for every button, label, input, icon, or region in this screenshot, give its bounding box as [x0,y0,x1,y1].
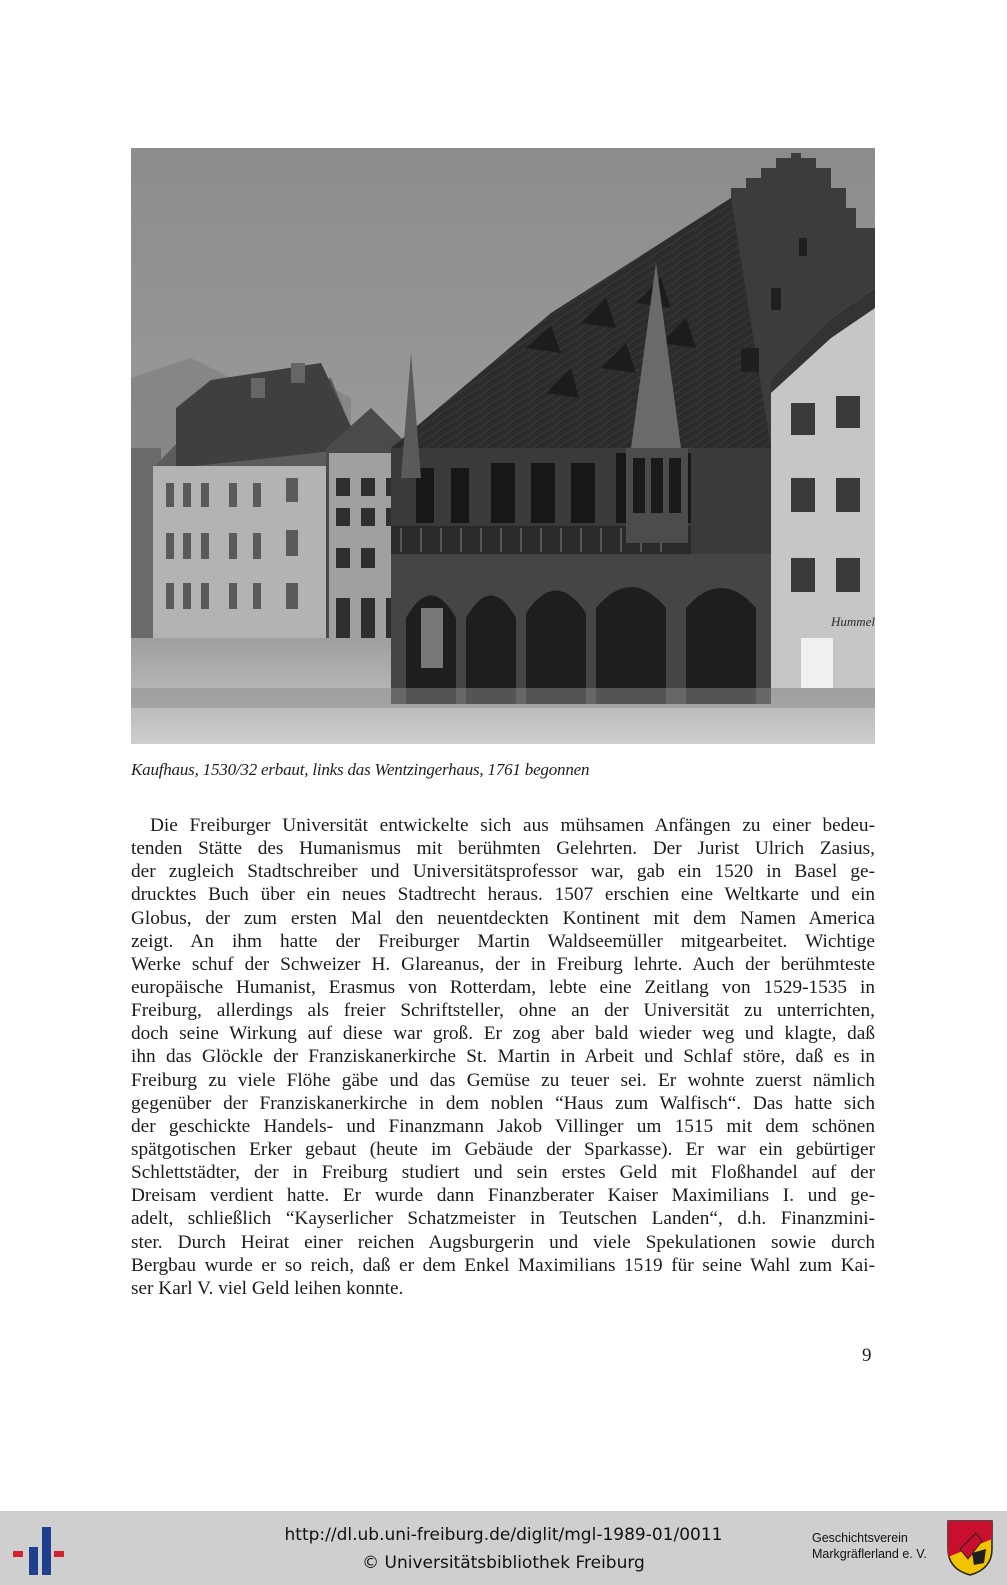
coat-of-arms-icon [946,1519,994,1577]
text-line: der geschickte Handels- und Finanzmann Jakob Villinger um 1515 mit dem schönen [131,1115,875,1137]
page-number: 9 [862,1345,872,1366]
text-line: europäische Humanist, Erasmus von Rotterdam, lebte eine Zeitlang von 1529-1535 in [131,976,875,998]
text-line: Schlettstädter, der in Freiburg studiert und sein erstes Geld mit Floßhandel auf der [131,1162,875,1184]
text-line: ihn das Glöckle der Franziskanerkirche St. Martin in Arbeit und Schlaf störe, daß es in [131,1046,875,1068]
text-line: ser Karl V. viel Geld leihen konnte. [131,1277,404,1299]
body-text [131,814,875,1300]
photo-caption: Kaufhaus, 1530/32 erbaut, links das Wentzingerhaus, 1761 begonnen [131,760,590,779]
kaufhaus-photo-drawing [131,148,875,744]
footer-copyright: © Universitätsbibliothek Freiburg [362,1553,645,1573]
text-line: gegenüber der Franziskanerkirche in dem noblen “Haus zum Walfisch“. Das hatte sich [131,1092,875,1114]
library-footer [0,1511,1007,1585]
society-name [812,1530,927,1562]
text-line: tenden Stätte des Humanismus mit berühmten Gelehrten. Der Jurist Ulrich Zasius, [131,838,875,860]
footer-url-link[interactable]: http://dl.ub.uni-freiburg.de/diglit/mgl-1989-01/0011 [284,1525,723,1545]
text-line: der zugleich Stadtschreiber und Universitätsprofessor war, gab ein 1520 in Basel ge- [131,861,875,883]
text-line: Globus, der zum ersten Mal den neuentdeckten Kontinent mit dem Namen America [131,907,875,929]
kaufhaus-photo [131,148,875,744]
text-line: Bergbau wurde er so reich, daß er dem Enkel Maximilians 1519 für seine Wahl zum Kai- [131,1254,875,1276]
text-line: Freiburg, allerdings als freier Schriftsteller, ohne an der Universität zu unterrichten, [131,1000,875,1022]
text-line: Freiburg zu viele Flöhe gäbe und das Gemüse zu teuer sei. Er wohnte zuerst nämlich [131,1069,875,1091]
text-line: doch seine Wirkung auf diese war groß. Er zog aber bald wieder weg und klagte, daß [131,1023,875,1045]
text-line: zeigt. An ihm hatte der Freiburger Martin Waldseemüller mitgearbeitet. Wichtige [131,930,875,952]
text-line: Die Freiburger Universität entwickelte sich aus mühsamen Anfängen zu einer bedeu- [150,815,875,836]
text-line: Dreisam verdient hatte. Er wurde dann Finanzberater Kaiser Maximilians I. und ge- [131,1185,875,1207]
text-line: drucktes Buch über ein neues Stadtrecht heraus. 1507 erschien eine Weltkarte und ein [131,884,875,906]
shop-sign: Hummel [831,614,875,629]
society-name-line-1: Geschichtsverein [812,1531,908,1545]
text-line: adelt, schließlich “Kayserlicher Schatzmeister in Teutschen Landen“, d.h. Finanzmini- [131,1208,875,1230]
society-name-line-2: Markgräflerland e. V. [812,1547,927,1561]
text-line: Werke schuf der Schweizer H. Glareanus, der in Freiburg lehrte. Auch der berühmteste [131,953,875,975]
text-line: ster. Durch Heirat einer reichen Augsburgerin und viele Spekulationen sowie durch [131,1231,875,1253]
text-line: spätgotischen Erker gebaut (heute im Gebäude der Sparkasse). Er war ein gebürtiger [131,1138,875,1160]
